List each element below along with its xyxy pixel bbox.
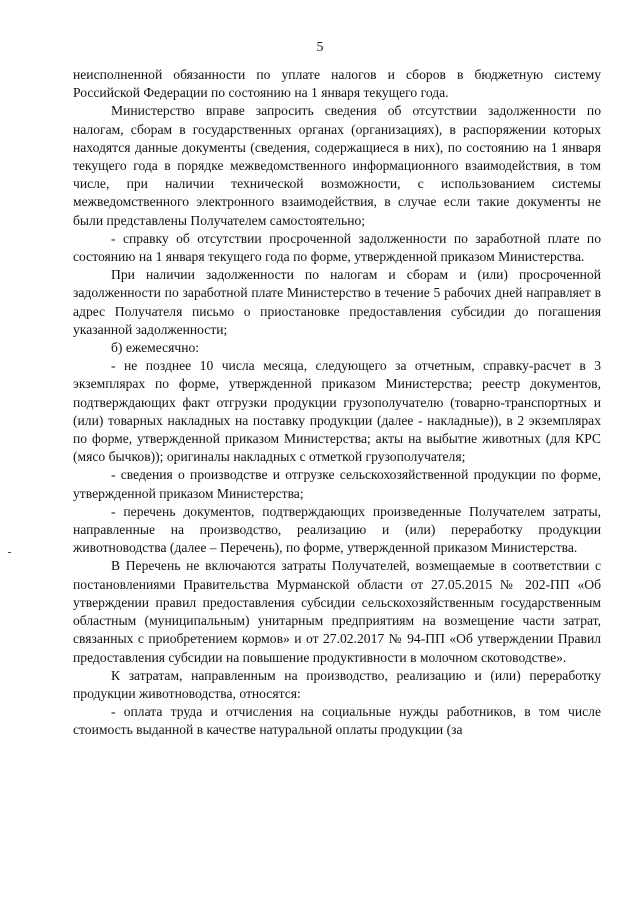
- paragraph: - оплата труда и отчисления на социальные нужды работников, в том числе стоимость выданной в качестве натуральной оплаты продукции (за: [73, 704, 601, 738]
- paragraph: - сведения о производстве и отгрузке сельскохозяйственной продукции по форме, утвержденной приказом Министерства;: [73, 467, 601, 501]
- paragraph: К затратам, направленным на производство, реализацию и (или) переработку продукции животноводства, относятся:: [73, 667, 601, 701]
- document-body: [73, 66, 601, 740]
- paragraph: неисполненной обязанности по уплате налогов и сборов в бюджетную систему Российской Федерации по состоянию на 1 января текущего года.: [73, 67, 601, 101]
- paragraph: При наличии задолженности по налогам и сборам и (или) просроченной задолженности по заработной плате Министерство в течение 5 рабочих дней направляет в адрес Получателя письмо о приостановке предоставления субсидии до погашения указанной задолженности;: [73, 267, 601, 337]
- scan-margin-mark: [8, 552, 11, 553]
- paragraph: - справку об отсутствии просроченной задолженности по заработной плате по состоянию на 1 января текущего года по форме, утвержденной приказом Министерства.: [73, 230, 601, 265]
- page-number: 5: [316, 40, 324, 55]
- paragraph: - перечень документов, подтверждающих произведенные Получателем затраты, направленные на производство, реализацию и (или) переработку продукции животноводства (далее – Перечень), по форме, утвержденной приказом Министерства.: [73, 503, 601, 556]
- paragraph: Министерство вправе запросить сведения об отсутствии задолженности по налогам, сборам в государственных органах (организациях), в распоряжении которых находятся данные документы (сведения, содержащиеся в них), по состоянию на 1 января текущего года в порядке межведомственного информационного взаимодействия, в том числе, при наличии технической возможности, с использованием системы межведомственного электронного взаимодействия, в случае если такие документы не были представлены Получателем самостоятельно;: [73, 103, 601, 228]
- paragraph: - не позднее 10 числа месяца, следующего за отчетным, справку-расчет в 3 экземплярах по форме, утвержденной приказом Министерства; реестр документов, подтверждающих факт отгрузки продукции грузополучателю (товарно-транспортных и (или) товарных накладных на поставку продукции (далее - накладные)), в 2 экземплярах по форме, утвержденной приказом Министерства; акты на выбытие животных (для КРС (мясо бычков)); оригиналы накладных с отметкой грузополучателя;: [73, 358, 601, 465]
- paragraph: б) ежемесячно:: [111, 340, 200, 356]
- paragraph: В Перечень не включаются затраты Получателей, возмещаемые в соответствии с постановлениями Правительства Мурманской области от 27.05.2015 № 202-ПП «Об утверждении правил предоставления субсидии сельскохозяйственным государственным областным (муниципальным) унитарным предприятиям на возмещение части затрат, связанных с приобретением кормов» и от 27.02.2017 № 94-ПП «Об утверждении Правил предоставления субсидии на повышение продуктивности в молочном скотоводстве».: [73, 558, 601, 665]
